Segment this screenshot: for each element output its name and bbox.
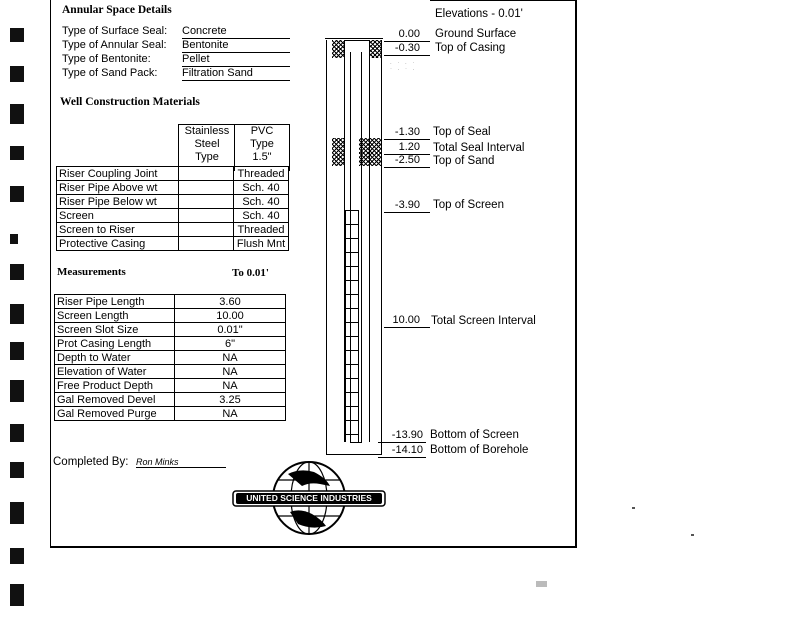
table-row <box>57 181 289 195</box>
pvc-header-line: PVC <box>250 125 274 137</box>
steel-cell <box>179 237 234 251</box>
table-row <box>55 393 286 407</box>
elevation-underline <box>384 327 430 328</box>
steel-cell <box>179 209 234 223</box>
pvc-header-line: Type <box>250 138 274 150</box>
elevation-label: Total Screen Interval <box>431 315 536 327</box>
measurement-label: Riser Pipe Length <box>55 295 175 309</box>
annular-value: Filtration Sand <box>182 67 290 81</box>
measurement-value: 10.00 <box>175 309 286 323</box>
elevation-value: -1.30 <box>394 126 420 138</box>
elevations-header: Elevations - 0.01' <box>435 8 523 20</box>
scan-artifact <box>691 534 694 536</box>
annular-label: Type of Sand Pack: <box>62 67 158 79</box>
measurement-value: 3.25 <box>175 393 286 407</box>
elevation-label: Top of Screen <box>433 199 504 211</box>
elevation-value: 1.20 <box>398 141 420 153</box>
measurement-value: 3.60 <box>175 295 286 309</box>
material-label: Protective Casing <box>57 237 179 251</box>
steel-header-line: Steel <box>194 138 220 150</box>
measurement-label: Free Product Depth <box>55 379 175 393</box>
measurement-value: NA <box>175 407 286 421</box>
elevation-value: -14.10 <box>391 444 423 456</box>
steel-cell <box>179 223 234 237</box>
annular-value: Concrete <box>182 25 290 39</box>
elevation-label: Bottom of Screen <box>430 429 519 441</box>
binder-mark <box>10 186 24 202</box>
annular-value: Pellet <box>182 53 290 67</box>
material-label: Riser Coupling Joint <box>57 167 179 181</box>
table-row <box>55 337 286 351</box>
steel-cell <box>179 195 234 209</box>
binder-mark <box>10 104 24 124</box>
binder-mark <box>10 462 24 478</box>
elevation-label: Top of Casing <box>435 42 506 54</box>
table-row <box>55 407 286 421</box>
table-row <box>57 237 289 251</box>
measurement-label: Depth to Water <box>55 351 175 365</box>
measurement-value: 6" <box>175 337 286 351</box>
measurement-value: 0.01" <box>175 323 286 337</box>
elevation-label: Total Seal Interval <box>433 142 525 154</box>
measurement-label: Gal Removed Devel <box>55 393 175 407</box>
table-row <box>55 365 286 379</box>
company-logo <box>230 460 388 536</box>
steel-header-line: Stainless <box>184 125 230 137</box>
elevation-underline <box>378 442 426 443</box>
material-label: Screen <box>57 209 179 223</box>
elevation-value: -13.90 <box>391 429 423 441</box>
top-rule <box>430 0 575 1</box>
elevation-value: 0.00 <box>398 28 420 40</box>
binder-mark <box>10 424 24 442</box>
pvc-cell: Sch. 40 <box>234 209 289 223</box>
annular-label: Type of Annular Seal: <box>62 39 167 51</box>
annular-section-title: Annular Space Details <box>62 4 172 16</box>
pvc-cell: Threaded <box>234 167 289 181</box>
pvc-cell: Threaded <box>234 223 289 237</box>
elevation-value: -3.90 <box>394 199 420 211</box>
measurements-precision: To 0.01' <box>232 267 269 279</box>
measurements-table <box>54 294 286 421</box>
elevation-underline <box>384 167 430 168</box>
elevation-underline <box>384 55 430 56</box>
pvc-cell: Sch. 40 <box>234 181 289 195</box>
table-row <box>55 295 286 309</box>
measurement-value: NA <box>175 379 286 393</box>
materials-title: Well Construction Materials <box>60 96 200 108</box>
scan-artifact <box>632 507 635 509</box>
annular-value: Bentonite <box>182 39 290 53</box>
table-row <box>55 379 286 393</box>
annular-label: Type of Surface Seal: <box>62 25 168 37</box>
elevation-underline <box>384 139 430 140</box>
materials-table <box>56 166 289 251</box>
binder-mark <box>10 548 24 564</box>
completed-by-name: Ron Minks <box>136 457 226 468</box>
table-row <box>57 167 289 181</box>
annular-label: Type of Bentonite: <box>62 53 151 65</box>
steel-cell <box>179 167 234 181</box>
completed-by-label: Completed By: <box>53 456 129 468</box>
binder-mark <box>10 28 24 42</box>
pvc-cell: Sch. 40 <box>234 195 289 209</box>
measurement-label: Screen Length <box>55 309 175 323</box>
material-label: Riser Pipe Below wt <box>57 195 179 209</box>
binder-mark <box>10 304 24 324</box>
material-label: Riser Pipe Above wt <box>57 181 179 195</box>
elevation-label: Ground Surface <box>435 28 517 40</box>
elevation-value: -2.50 <box>394 154 420 166</box>
measurement-label: Elevation of Water <box>55 365 175 379</box>
binder-mark <box>10 502 24 524</box>
binder-mark <box>10 66 24 82</box>
binder-mark <box>10 234 18 244</box>
table-row <box>57 195 289 209</box>
steel-cell <box>179 181 234 195</box>
measurements-title: Measurements <box>57 266 126 278</box>
measurement-value: NA <box>175 365 286 379</box>
table-row <box>55 309 286 323</box>
pvc-cell: Flush Mnt <box>234 237 289 251</box>
pvc-column-header <box>234 124 290 171</box>
measurement-label: Screen Slot Size <box>55 323 175 337</box>
elevation-value: -0.30 <box>394 42 420 54</box>
table-row <box>55 351 286 365</box>
scan-speckle: . · . · · . · . <box>390 60 417 72</box>
elevation-underline <box>378 457 426 458</box>
elevation-underline <box>384 212 430 213</box>
pvc-header-line: 1.5" <box>252 151 272 163</box>
ground-line <box>325 38 383 39</box>
material-label: Screen to Riser <box>57 223 179 237</box>
measurement-value: NA <box>175 351 286 365</box>
elevation-label: Top of Sand <box>433 155 495 167</box>
binder-mark <box>10 264 24 280</box>
table-row <box>57 209 289 223</box>
binder-mark <box>10 380 24 402</box>
logo-text: UNITED SCIENCE INDUSTRIES <box>246 493 372 503</box>
binder-mark <box>10 146 24 160</box>
screen-slots <box>345 210 359 442</box>
scan-artifact <box>536 581 547 587</box>
binder-mark <box>10 342 24 360</box>
steel-column-header <box>178 124 235 171</box>
elevation-label: Bottom of Borehole <box>430 444 529 456</box>
table-row <box>55 323 286 337</box>
binder-mark <box>10 584 24 606</box>
elevation-value: 10.00 <box>392 314 420 326</box>
measurement-label: Prot Casing Length <box>55 337 175 351</box>
elevation-label: Top of Seal <box>433 126 491 138</box>
table-row <box>57 223 289 237</box>
steel-header-line: Type <box>195 151 219 163</box>
measurement-label: Gal Removed Purge <box>55 407 175 421</box>
